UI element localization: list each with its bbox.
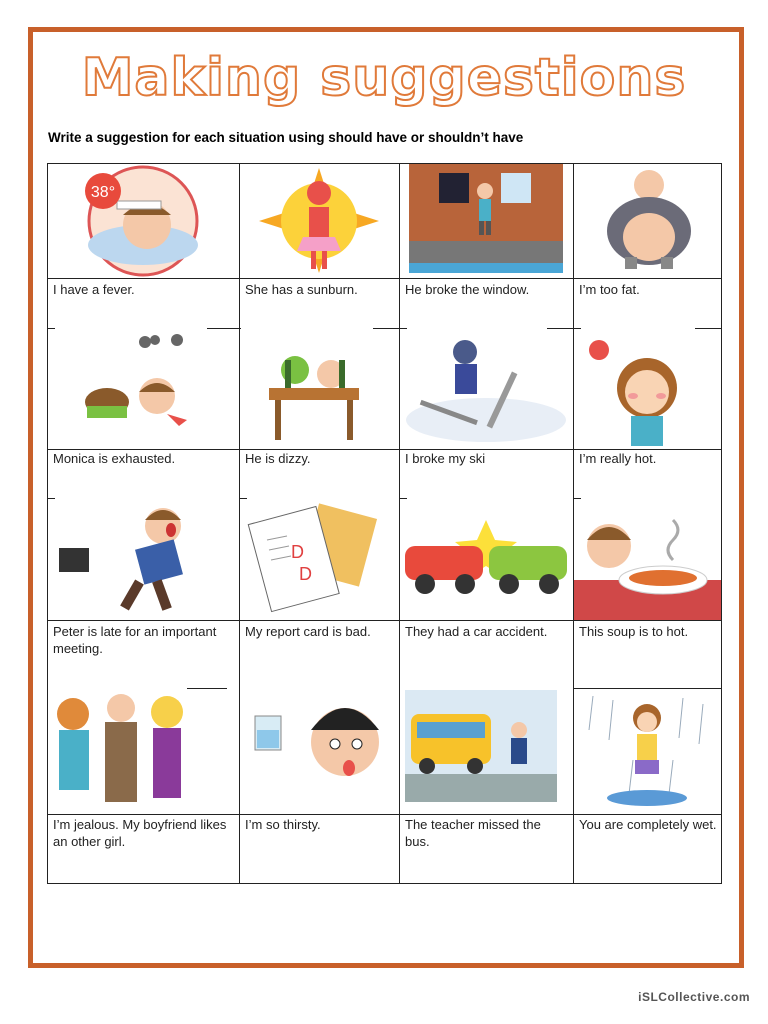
grid-line — [239, 163, 240, 884]
svg-text:D: D — [291, 542, 304, 562]
overweight-man-picture — [573, 163, 722, 273]
grid-line — [187, 688, 227, 689]
sick-child-picture — [47, 163, 239, 278]
hot-girl-picture — [573, 330, 722, 448]
situation-caption: He broke the window. — [405, 282, 530, 297]
site-watermark: iSLCollective.com — [638, 990, 750, 1004]
grid-line — [47, 498, 55, 499]
thirsty-boy-picture — [239, 690, 399, 814]
situation-cell — [573, 688, 722, 884]
grid-line — [207, 328, 241, 329]
situation-cell — [573, 328, 722, 498]
running-late-man-picture — [47, 500, 239, 620]
jealous-couple-picture — [47, 690, 239, 814]
situation-caption: They had a car accident. — [405, 624, 548, 639]
situation-caption: The teacher missed the bus. — [405, 817, 541, 849]
situation-cell — [47, 498, 239, 688]
grid-line — [47, 278, 722, 279]
grid-line — [47, 814, 722, 815]
situation-cell — [47, 688, 239, 884]
situation-cell — [399, 328, 573, 498]
grid-line — [373, 328, 407, 329]
situation-caption: I have a fever. — [53, 282, 135, 297]
situation-caption: This soup is to hot. — [579, 624, 689, 639]
situation-caption: I’m so thirsty. — [245, 817, 321, 832]
situation-cell — [399, 498, 573, 688]
situation-caption: Monica is exhausted. — [53, 451, 176, 466]
skier-picture — [399, 330, 573, 448]
girl-in-rain-picture — [573, 690, 722, 814]
grid-line — [547, 328, 581, 329]
grid-line — [47, 620, 722, 621]
grid-line — [239, 498, 247, 499]
situation-caption: I’m really hot. — [579, 451, 657, 466]
worksheet-title: Making suggestions — [81, 48, 687, 108]
svg-text:38°: 38° — [90, 184, 116, 201]
situation-caption: I broke my ski — [405, 451, 486, 466]
situation-caption: I’m too fat. — [579, 282, 640, 297]
situation-cell — [47, 328, 239, 498]
situation-cell — [239, 163, 399, 328]
exhausted-woman-picture — [47, 330, 239, 448]
dizzy-men-picture — [239, 330, 399, 448]
car-crash-picture — [399, 500, 573, 620]
grid-line — [47, 449, 722, 450]
hot-soup-picture — [573, 500, 722, 620]
grid-line — [399, 163, 400, 884]
situation-cell — [573, 498, 722, 688]
svg-text:D: D — [299, 564, 312, 584]
situation-cell — [399, 163, 573, 328]
situation-cell — [47, 163, 239, 328]
situation-grid — [47, 163, 722, 884]
grid-line — [573, 163, 574, 884]
situation-caption: I’m jealous. My boyfriend likes an other girl. — [53, 817, 227, 849]
situation-caption: She has a sunburn. — [245, 282, 358, 297]
broken-window-picture — [409, 163, 563, 273]
report-card-picture — [239, 500, 399, 620]
situation-caption: My report card is bad. — [245, 624, 371, 639]
situation-caption: He is dizzy. — [245, 451, 311, 466]
sunburned-girl-picture — [239, 163, 399, 278]
grid-line — [47, 328, 55, 329]
situation-cell — [239, 328, 399, 498]
situation-caption: You are completely wet. — [579, 817, 717, 832]
situation-caption: Peter is late for an important meeting. — [53, 624, 217, 656]
instructions: Write a suggestion for each situation using should have or shouldn’t have — [48, 130, 524, 145]
missed-bus-picture — [405, 690, 557, 802]
grid-line — [47, 163, 48, 884]
grid-line — [47, 163, 722, 164]
situation-cell — [399, 688, 573, 884]
situation-cell — [239, 688, 399, 884]
grid-line — [47, 883, 722, 884]
situation-cell — [239, 498, 399, 688]
grid-line — [721, 163, 722, 884]
grid-line — [573, 498, 581, 499]
grid-line — [399, 498, 407, 499]
grid-line — [695, 328, 722, 329]
situation-cell — [573, 163, 722, 328]
grid-line — [573, 688, 722, 689]
